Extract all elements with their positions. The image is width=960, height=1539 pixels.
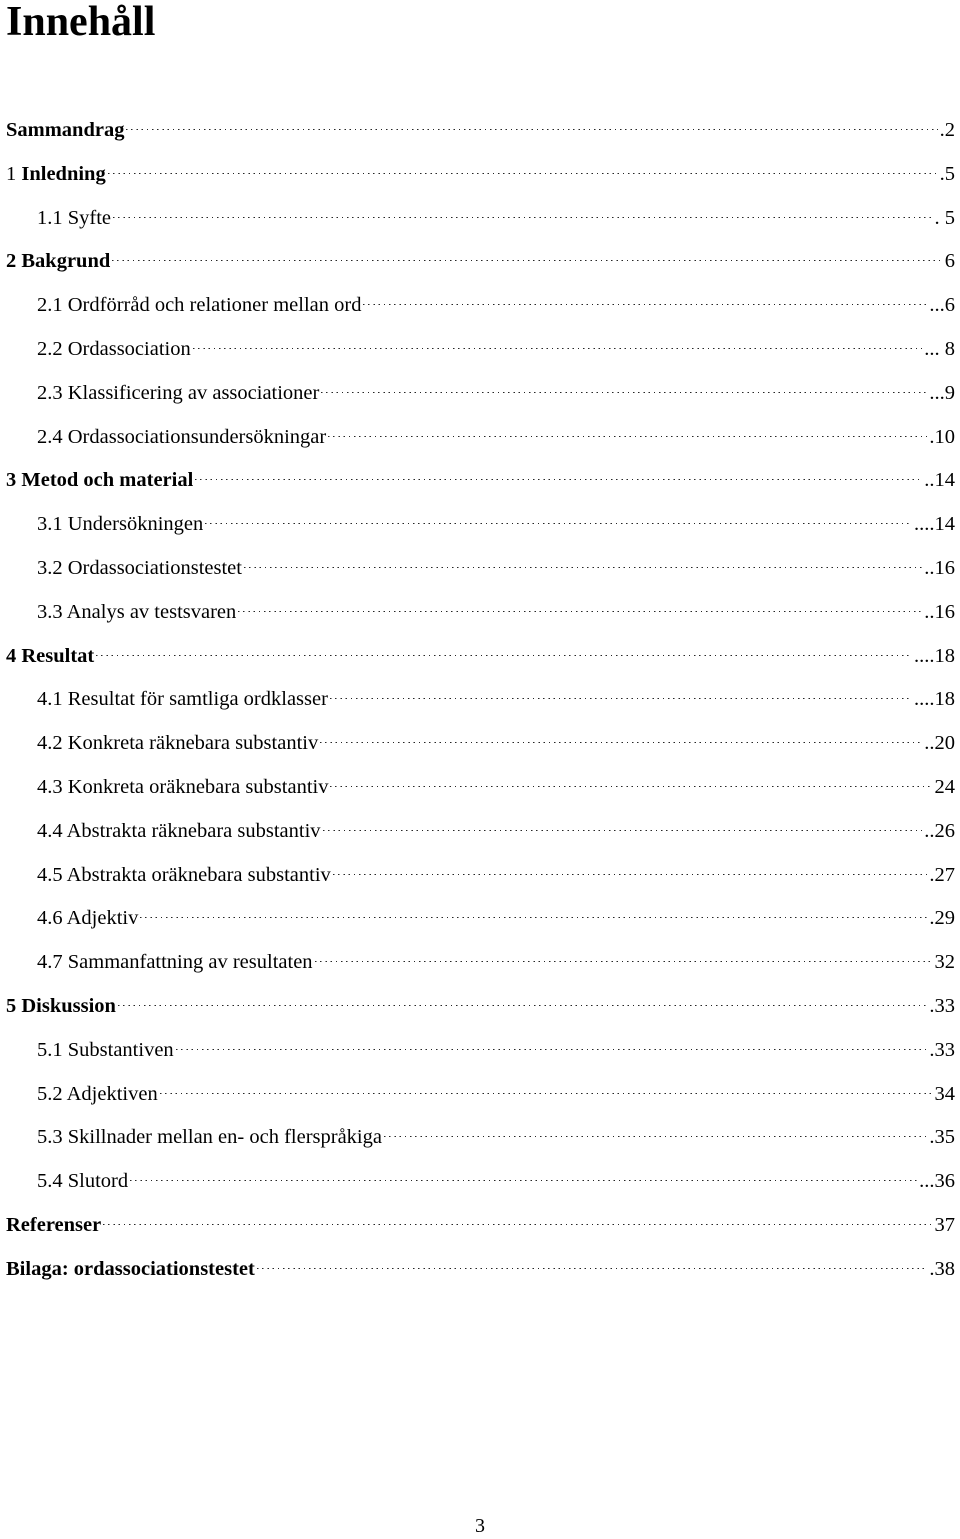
toc-entry-label bbox=[37, 290, 361, 320]
toc-entry-text: Adjektiven bbox=[66, 1082, 158, 1105]
toc-entry-page: . 5 bbox=[934, 206, 955, 229]
toc-entry-text: Klassificering av associationer bbox=[67, 381, 320, 404]
toc-entry-text: Substantiven bbox=[67, 1038, 174, 1061]
dot-leader bbox=[205, 523, 912, 524]
toc-entry[interactable] bbox=[6, 1254, 955, 1284]
toc-entry-number: 1 bbox=[6, 162, 17, 185]
toc-entry-page: ...9 bbox=[929, 381, 955, 404]
dot-leader bbox=[333, 874, 928, 875]
toc-entry-text: Resultat bbox=[21, 644, 95, 667]
toc-entry-number: 5 bbox=[6, 995, 17, 1017]
toc-entry-number: 2.2 bbox=[37, 338, 63, 360]
toc-entry-number: 1.1 bbox=[37, 206, 63, 229]
toc-entry-text: Syfte bbox=[67, 206, 112, 229]
toc-entry-number: 3.1 bbox=[37, 513, 63, 536]
toc-entry[interactable] bbox=[37, 378, 955, 408]
toc-entry-text: Ordassociation bbox=[67, 338, 191, 360]
toc-entry-number: 4.2 bbox=[37, 732, 63, 755]
dot-leader bbox=[113, 217, 932, 218]
toc-entry-number: 4.4 bbox=[37, 819, 63, 842]
toc-entry-number: 4 bbox=[6, 644, 17, 667]
toc-entry[interactable] bbox=[37, 728, 955, 758]
toc-entry-page: .2 bbox=[939, 119, 955, 141]
toc-entry-number: 2 bbox=[6, 250, 17, 273]
toc-entry-text: Resultat för samtliga ordklasser bbox=[67, 688, 328, 711]
toc-entry[interactable] bbox=[37, 509, 955, 539]
toc-entry[interactable] bbox=[37, 290, 955, 320]
toc-entry-page: ....18 bbox=[914, 644, 955, 667]
toc-entry-page: .33 bbox=[929, 1038, 955, 1061]
toc-entry-text: Diskussion bbox=[21, 995, 116, 1017]
toc-entry[interactable] bbox=[6, 465, 955, 495]
toc-entry[interactable] bbox=[37, 816, 955, 846]
toc-entry-label bbox=[37, 597, 236, 627]
toc-entry-page: .33 bbox=[929, 995, 955, 1017]
toc-entry-page: ...36 bbox=[919, 1170, 955, 1193]
toc-entry-page: 37 bbox=[934, 1214, 955, 1236]
toc-entry-page: 6 bbox=[944, 250, 955, 273]
dot-leader bbox=[176, 1049, 928, 1050]
toc-entry[interactable] bbox=[37, 684, 955, 714]
toc-entry[interactable] bbox=[37, 597, 955, 627]
toc-entry-page: .27 bbox=[929, 863, 955, 886]
toc-entry-page: ...6 bbox=[929, 294, 955, 317]
dot-leader bbox=[126, 129, 937, 130]
toc-entry-number: 4.1 bbox=[37, 688, 63, 711]
toc-entry-label bbox=[6, 641, 94, 671]
dot-leader bbox=[195, 479, 922, 480]
dot-leader bbox=[363, 304, 927, 305]
dot-leader bbox=[118, 1005, 927, 1006]
toc-entry-label bbox=[37, 1035, 174, 1065]
toc-entry-label bbox=[37, 684, 328, 714]
toc-entry-text: Ordassociationsundersökningar bbox=[67, 425, 327, 448]
toc-entry-page: ..16 bbox=[924, 557, 955, 579]
dot-leader bbox=[315, 961, 933, 962]
toc-entry-page: ..20 bbox=[924, 732, 955, 755]
toc-entry-text: Bakgrund bbox=[21, 250, 111, 273]
toc-entry-page: ..16 bbox=[924, 600, 955, 623]
toc-entry-text: Adjektiv bbox=[66, 907, 139, 930]
toc-entry-label bbox=[37, 203, 111, 233]
toc-entry-label bbox=[37, 860, 331, 890]
toc-entry-number: 4.5 bbox=[37, 863, 63, 886]
toc-entry-page: ... 8 bbox=[924, 338, 955, 360]
toc-entry-text: Slutord bbox=[67, 1170, 129, 1193]
toc-entry-label bbox=[37, 728, 318, 758]
toc-entry-number: 5.3 bbox=[37, 1126, 63, 1149]
toc-entry[interactable] bbox=[37, 203, 955, 233]
toc-entry-text: Ordassociationstestet bbox=[67, 557, 242, 579]
toc-entry-label bbox=[37, 903, 138, 933]
toc-entry[interactable] bbox=[6, 641, 955, 671]
dot-leader bbox=[257, 1268, 928, 1269]
toc-entry-number: 3.3 bbox=[37, 600, 63, 623]
dot-leader bbox=[238, 611, 922, 612]
toc-entry-number: 5.2 bbox=[37, 1082, 63, 1105]
toc-entry-number: 4.3 bbox=[37, 776, 63, 798]
toc-entry-page: ..14 bbox=[924, 469, 955, 492]
dot-leader bbox=[320, 742, 922, 743]
toc-entry-text: Skillnader mellan en- och flerspråkiga bbox=[67, 1126, 382, 1149]
toc-entry-page: .10 bbox=[929, 425, 955, 448]
toc-entry-page: ....18 bbox=[914, 688, 955, 711]
toc-entry-text: Undersökningen bbox=[67, 513, 204, 536]
toc-entry-number: 5.4 bbox=[37, 1170, 63, 1193]
toc-entry-text: Referenser bbox=[6, 1214, 102, 1236]
toc-entry-label bbox=[6, 1210, 101, 1240]
dot-leader bbox=[140, 917, 927, 918]
toc-entry-number: 4.7 bbox=[37, 951, 63, 974]
page-title: Innehåll bbox=[6, 0, 156, 45]
toc-entry[interactable] bbox=[6, 1210, 955, 1240]
dot-leader bbox=[103, 1224, 932, 1225]
toc-entry-page: .35 bbox=[929, 1126, 955, 1149]
toc-entry-label bbox=[37, 1079, 158, 1109]
toc-entry-number: 2.3 bbox=[37, 381, 63, 404]
toc-entry[interactable] bbox=[6, 991, 955, 1021]
toc-entry-label bbox=[37, 378, 319, 408]
toc-entry-text: Konkreta räknebara substantiv bbox=[67, 732, 319, 755]
toc-entry-label bbox=[37, 509, 203, 539]
toc-entry-text: Metod och material bbox=[21, 469, 194, 492]
toc-entry-label bbox=[37, 947, 313, 977]
toc-entry-text: Konkreta oräknebara substantiv bbox=[67, 776, 329, 798]
toc-entry-text: Inledning bbox=[21, 162, 106, 185]
page-number: 3 bbox=[475, 1515, 485, 1537]
toc-entry[interactable] bbox=[37, 1122, 955, 1152]
toc-entry-page: ..26 bbox=[924, 819, 955, 842]
toc-entry-page: ....14 bbox=[914, 513, 955, 536]
toc-entry-label bbox=[6, 991, 116, 1021]
dot-leader bbox=[384, 1136, 927, 1137]
toc-entry[interactable] bbox=[37, 1079, 955, 1109]
toc-entry[interactable] bbox=[37, 553, 955, 583]
toc-entry[interactable] bbox=[6, 159, 955, 189]
toc-entry[interactable] bbox=[37, 903, 955, 933]
toc-entry-number: 5.1 bbox=[37, 1038, 63, 1061]
dot-leader bbox=[108, 173, 938, 174]
toc-entry-number: 2.1 bbox=[37, 294, 63, 317]
toc-entry-label bbox=[6, 465, 193, 495]
toc-entry-number: 3 bbox=[6, 469, 17, 492]
toc-entry-page: 34 bbox=[934, 1082, 955, 1105]
toc-entry-label bbox=[6, 246, 110, 276]
dot-leader bbox=[328, 436, 927, 437]
toc-entry-label bbox=[6, 115, 124, 145]
toc-entry-page: .38 bbox=[929, 1257, 955, 1280]
toc-entry-label bbox=[6, 1254, 255, 1284]
dot-leader bbox=[323, 830, 923, 831]
toc-entry[interactable] bbox=[6, 115, 955, 145]
toc-entry-page: .5 bbox=[939, 162, 955, 185]
toc-entry-label bbox=[37, 816, 321, 846]
toc-entry-number: 4.6 bbox=[37, 907, 63, 930]
toc-entry-page: .29 bbox=[929, 907, 955, 930]
toc-entry-text: Abstrakta räknebara substantiv bbox=[66, 819, 321, 842]
toc-entry-page: 24 bbox=[934, 776, 955, 798]
toc-entry-text: Abstrakta oräknebara substantiv bbox=[66, 863, 331, 886]
toc-entry[interactable] bbox=[37, 1166, 955, 1196]
toc-entry-text: Sammandrag bbox=[6, 119, 125, 141]
toc-entry-label bbox=[37, 553, 242, 583]
toc-entry-text: Analys av testsvaren bbox=[66, 600, 237, 623]
dot-leader bbox=[330, 786, 932, 787]
dot-leader bbox=[193, 348, 923, 349]
toc-entry-number: 3.2 bbox=[37, 557, 63, 579]
toc-entry-text: Sammanfattning av resultaten bbox=[67, 951, 313, 974]
toc-entry[interactable] bbox=[37, 334, 955, 364]
toc-entry[interactable] bbox=[37, 422, 955, 452]
toc-entry[interactable] bbox=[37, 947, 955, 977]
dot-leader bbox=[160, 1093, 933, 1094]
dot-leader bbox=[244, 567, 922, 568]
toc-entry-label bbox=[6, 159, 106, 189]
toc-entry-label bbox=[37, 772, 328, 802]
dot-leader bbox=[112, 260, 942, 261]
dot-leader bbox=[96, 655, 912, 656]
toc-entry[interactable] bbox=[6, 246, 955, 276]
toc-entry-label bbox=[37, 422, 326, 452]
toc-entry-label bbox=[37, 1166, 128, 1196]
dot-leader bbox=[321, 392, 927, 393]
toc-entry[interactable] bbox=[37, 1035, 955, 1065]
toc-entry-number: 2.4 bbox=[37, 425, 63, 448]
toc-entry-text: Ordförråd och relationer mellan ord bbox=[67, 294, 362, 317]
toc-entry-text: Bilaga: ordassociationstestet bbox=[6, 1257, 255, 1280]
toc-entry-label bbox=[37, 334, 191, 364]
toc-entry[interactable] bbox=[37, 860, 955, 890]
dot-leader bbox=[130, 1180, 917, 1181]
dot-leader bbox=[330, 698, 912, 699]
toc-entry-label bbox=[37, 1122, 382, 1152]
toc-entry-page: 32 bbox=[934, 951, 955, 974]
toc-entry[interactable] bbox=[37, 772, 955, 802]
